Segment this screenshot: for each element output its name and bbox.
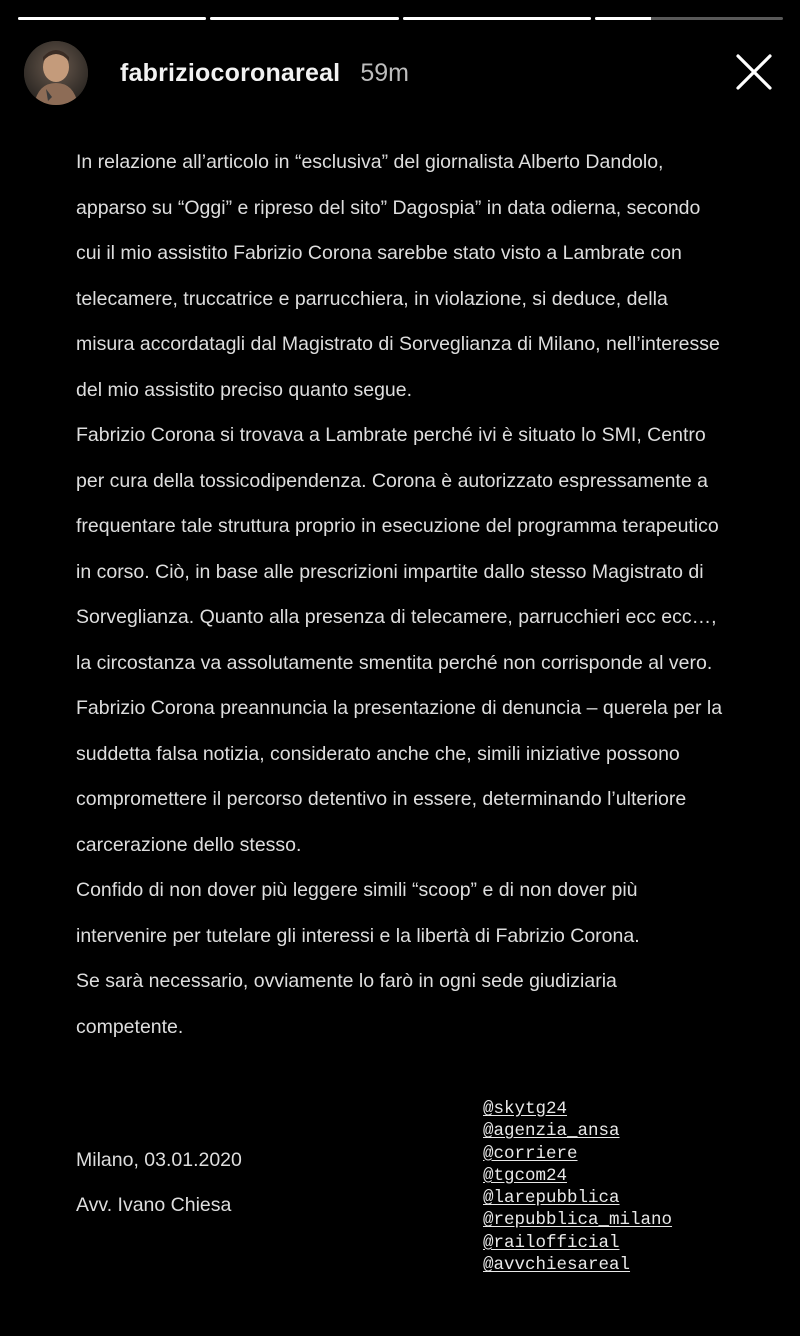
- place-date: Milano, 03.01.2020: [76, 1149, 242, 1171]
- mention-link[interactable]: @agenzia_ansa: [483, 1121, 620, 1142]
- username[interactable]: fabriziocoronareal: [120, 58, 341, 87]
- avatar[interactable]: [24, 41, 88, 105]
- progress-fill-1: [18, 17, 206, 20]
- paragraph-1: In relazione all’articolo in “esclusiva” del giornalista Alberto Dandolo, apparso su “Oggi” e ripreso del sito” Dagospia” in data odierna, secondo cui il mio assistito Fabrizio Corona sarebbe stato visto a Lambrate con telecamere, truccatrice e parrucchiera, in violazione, si deduce, della misura accordatagli dal Magistrato di Sorveglianza di Milano, nell’interesse del mio assistito preciso quanto segue.: [76, 151, 720, 401]
- story-header: [24, 40, 780, 106]
- profile-avatar-icon: [24, 41, 88, 105]
- letter-body: [76, 140, 726, 1050]
- mention-link[interactable]: @larepubblica: [483, 1188, 620, 1209]
- mention-list: [483, 1098, 672, 1276]
- mention-link[interactable]: @railofficial: [483, 1232, 620, 1253]
- post-time: 59m: [360, 58, 409, 87]
- paragraph-4: Se sarà necessario, ovviamente lo farò in ogni sede giudiziaria competente.: [76, 970, 617, 1038]
- progress-segment-3: [403, 17, 591, 20]
- close-icon[interactable]: [732, 50, 776, 94]
- signature-block: [76, 1138, 242, 1228]
- mention-link[interactable]: @corriere: [483, 1143, 578, 1164]
- progress-segment-2: [210, 17, 398, 20]
- mention-link[interactable]: @tgcom24: [483, 1165, 568, 1186]
- paragraph-2: Fabrizio Corona si trovava a Lambrate perché ivi è situato lo SMI, Centro per cura della tossicodipendenza. Corona è autorizzato espressamente a frequentare tale struttura proprio in esecuzione del programma terapeutico in corso. Ciò, in base alle prescrizioni impartite dallo stesso Magistrato di Sorveglianza. Quanto alla presenza di telecamere, parrucchieri ecc ecc…, la circostanza va assolutamente smentita perché non corrisponde al vero. Fabrizio Corona preannuncia la presentazione di denuncia – querela per la suddetta falsa notizia, considerato anche che, simili iniziative possono compromettere il percorso detentivo in essere, determinando l’ulteriore carcerazione dello stesso.: [76, 424, 723, 856]
- progress-segment-4: [595, 17, 783, 20]
- progress-fill-3: [403, 17, 591, 20]
- mention-link[interactable]: @avvchiesareal: [483, 1255, 631, 1276]
- author: Avv. Ivano Chiesa: [76, 1194, 232, 1216]
- progress-segment-1: [18, 17, 206, 20]
- progress-fill-4: [595, 17, 651, 20]
- mention-link[interactable]: @repubblica_milano: [483, 1210, 673, 1231]
- story-progress-bar: [18, 17, 783, 21]
- mention-link[interactable]: @skytg24: [483, 1099, 568, 1119]
- progress-fill-2: [210, 17, 398, 20]
- paragraph-3: Confido di non dover più leggere simili “scoop” e di non dover più intervenire per tutelare gli interessi e la libertà di Fabrizio Corona.: [76, 879, 640, 947]
